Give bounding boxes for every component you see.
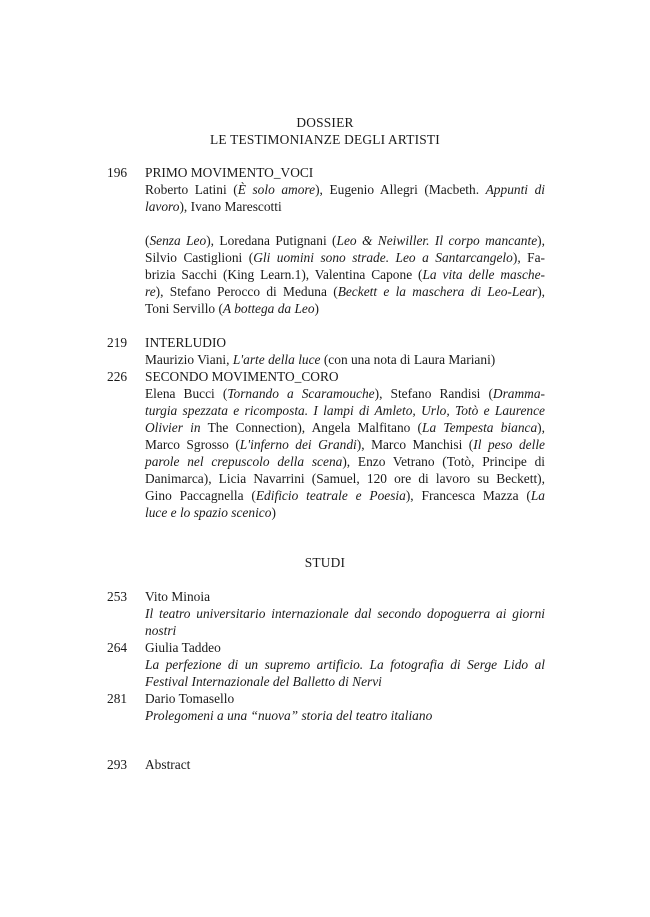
entry-line: Olivier in The Connection), Angela Malfitano (La Tempesta bianca), [145, 420, 545, 435]
dossier-title: LE TESTIMONIANZE DEGLI ARTISTI [210, 132, 440, 147]
page-number: 281 [107, 691, 128, 706]
entry-line: Maurizio Viani, L'arte della luce (con una nota di Laura Mariani) [145, 352, 496, 367]
entry-line: Gino Paccagnella (Edificio teatrale e Poesia), Francesca Mazza (La [145, 488, 546, 503]
entry-line: re), Stefano Perocco di Meduna (Beckett e la maschera di Leo-Lear), [145, 284, 545, 299]
entry-line: luce e lo spazio scenico) [145, 505, 276, 520]
page-number: 253 [107, 589, 128, 604]
toc-entry-interludio [145, 334, 545, 368]
page-number: 226 [107, 369, 128, 384]
studi-item [145, 588, 545, 639]
entry-line: lavoro), Ivano Marescotti [145, 199, 282, 214]
page-number: 293 [107, 757, 128, 772]
entry-title: Prolegomeni a una “nuova” storia del teatro italiano [145, 708, 433, 723]
section-title: INTERLUDIO [145, 335, 227, 350]
author: Giulia Taddeo [145, 640, 221, 655]
author: Dario Tomasello [145, 691, 235, 706]
entry-line: Marco Sgrosso (L'inferno dei Grandi), Marco Manchisi (Il peso delle [145, 437, 545, 452]
page-number: 219 [107, 335, 128, 350]
studi-item [145, 639, 545, 690]
section-title: SECONDO MOVIMENTO_CORO [145, 369, 339, 384]
page-number: 196 [107, 165, 128, 180]
dossier-label: DOSSIER [296, 115, 354, 130]
toc-entry-block [145, 232, 545, 317]
entry-line: Elena Bucci (Tornando a Scaramouche), Stefano Randisi (Dramma- [145, 386, 545, 401]
entry-line: parole nel crepuscolo della scena), Enzo Vetrano (Totò, Principe di [145, 454, 546, 469]
toc-entry-coro [145, 368, 545, 521]
entry-line: Danimarca), Licia Navarrini (Samuel, 120 ore di lavoro su Beckett), [145, 471, 545, 486]
studi-heading: STUDI [304, 555, 346, 570]
entry-title: Il teatro universitario internazionale dal secondo dopoguerra ai giorni [145, 606, 545, 621]
entry-line: Toni Servillo (A bottega da Leo) [145, 301, 320, 316]
entry-line: Roberto Latini (È solo amore), Eugenio Allegri (Macbeth. Appunti di [145, 182, 546, 197]
entry-title: Festival Internazionale del Balletto di Nervi [145, 674, 382, 689]
entry-line: (Senza Leo), Loredana Putignani (Leo & Neiwiller. Il corpo mancante), [145, 233, 545, 248]
entry-line: Silvio Castiglioni (Gli uomini sono strade. Leo a Santarcangelo), Fa- [145, 250, 545, 265]
page-number: 264 [107, 640, 128, 655]
entry-line: brizia Sacchi (King Learn.1), Valentina Capone (La vita delle masche- [145, 267, 545, 282]
abstract-label: Abstract [145, 757, 191, 772]
entry-line: turgia spezzata e ricomposta. I lampi di Amleto, Urlo, Totò e Laurence [145, 403, 545, 418]
entry-title: La perfezione di un supremo artificio. La fotografia di Serge Lido al [145, 657, 545, 672]
toc-entry-primo [145, 164, 545, 215]
entry-title: nostri [145, 623, 177, 638]
section-title: PRIMO MOVIMENTO_VOCI [145, 165, 314, 180]
studi-item [145, 690, 545, 724]
author: Vito Minoia [145, 589, 211, 604]
